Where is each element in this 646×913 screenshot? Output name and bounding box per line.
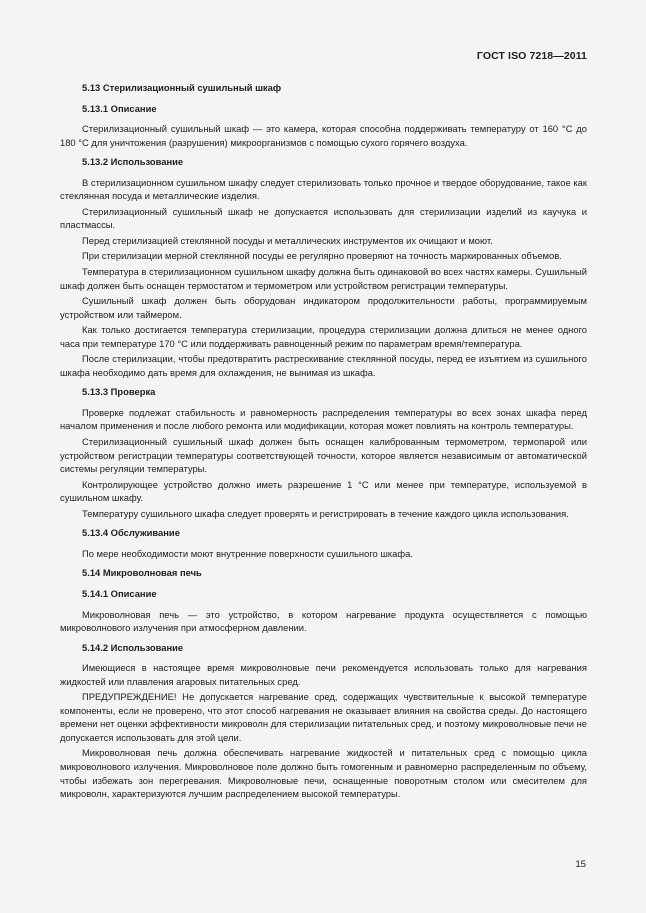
section-heading: 5.13.2 Использование: [82, 156, 184, 168]
paragraph: Сушильный шкаф должен быть оборудован индикатором продолжительности работы, программируемым устройством или таймером.: [60, 295, 587, 320]
paragraph: По мере необходимости моют внутренние поверхности сушильного шкафа.: [82, 547, 413, 559]
section-heading: 5.13.3 Проверка: [82, 386, 156, 398]
standard-designation: ГОСТ ISO 7218—2011: [476, 50, 587, 62]
page-number: 15: [575, 859, 586, 870]
paragraph: ПРЕДУПРЕЖДЕНИЕ! Не допускается нагревание сред, содержащих чувствительные к высокой температуре компоненты, если не проверено, что этот способ нагревания не оказывает влияния на свойства среды. До настоящего времени нет оценки эффективности микроволн для стерилизации питательных сред, и поэтому микроволновые печи не допускается использовать для этой цели.: [60, 691, 587, 743]
paragraph: В стерилизационном сушильном шкафу следует стерилизовать только прочное и твердое оборудование, такое как стеклянная посуда и металлические изделия.: [60, 176, 587, 202]
paragraph: Температуру сушильного шкафа следует проверять и регистрировать в течение каждого цикла использования.: [82, 507, 569, 519]
paragraph: Как только достигается температура стерилизации, процедура стерилизации должна длиться не менее одного часа при температуре 170 °С или поддерживать равноценный режим по параметрам время/температура.: [60, 324, 587, 349]
paragraph: Стерилизационный сушильный шкаф не допускается использовать для стерилизации изделий из каучука и пластмассы.: [60, 205, 587, 231]
paragraph: При стерилизации мерной стеклянной посуды ее регулярно проверяют на точность маркированных объемов.: [82, 250, 562, 262]
paragraph: Проверке подлежат стабильность и равномерность распределения температуры во всех зонах шкафа перед началом применения и после любого ремонта или модификации, которая может повлиять на контроль температуры.: [60, 406, 587, 432]
paragraph: Температура в стерилизационном сушильном шкафу должна быть одинаковой во всех частях камеры. Сушильный шкаф должен быть оснащен термостатом и термометром или устройством регистрации температуры.: [60, 266, 587, 291]
section-heading: 5.14.2 Использование: [82, 641, 184, 653]
section-heading: 5.13 Стерилизационный сушильный шкаф: [82, 82, 282, 93]
section-heading: 5.14.1 Описание: [82, 587, 157, 599]
document-body: [60, 81, 587, 803]
section-heading: 5.13.4 Обслуживание: [82, 527, 180, 539]
section-heading: 5.14 Микроволновая печь: [82, 567, 202, 579]
paragraph: Стерилизационный сушильный шкаф должен быть оснащен калиброванным термометром, термопарой или устройством регистрации температуры соответствующей точности, которое является независимым от автоматической системы регуляции температуры.: [60, 436, 587, 475]
paragraph: Контролирующее устройство должно иметь разрешение 1 °С или менее при температуре, используемой в сушильном шкафу.: [60, 478, 587, 504]
paragraph: Микроволновая печь — это устройство, в котором нагревание продукта осуществляется с помощью микроволнового излучения при атмосферном давлении.: [60, 608, 587, 634]
paragraph: После стерилизации, чтобы предотвратить растрескивание стеклянной посуды, перед ее изъятием из сушильного шкафа необходимо дать время для охлаждения, не вынимая из шкафа.: [60, 353, 587, 378]
paragraph: Перед стерилизацией стеклянной посуды и металлических инструментов их очищают и моют.: [82, 234, 493, 246]
section-heading: 5.13.1 Описание: [82, 102, 157, 114]
paragraph: Стерилизационный сушильный шкаф — это камера, которая способна поддерживать температуру от 160 °С до 180 °С для уничтожения (разрушения) микроорганизмов с помощью сухого горячего воздуха.: [60, 123, 587, 148]
paragraph: Имеющиеся в настоящее время микроволновые печи рекомендуется использовать только для нагревания жидкостей или плавления агаровых питательных сред.: [60, 662, 587, 687]
paragraph: Микроволновая печь должна обеспечивать нагревание жидкостей и питательных сред с помощью цикла микроволнового излучения. Микроволновое поле должно быть гомогенным и равномерно распределенным по объему, чтобы избежать зон перегревания. Микроволновые печи, оснащенные поворотным столом или смесителем для микроволн, характеризуются лучшим распределением высокой температуры.: [60, 747, 587, 800]
